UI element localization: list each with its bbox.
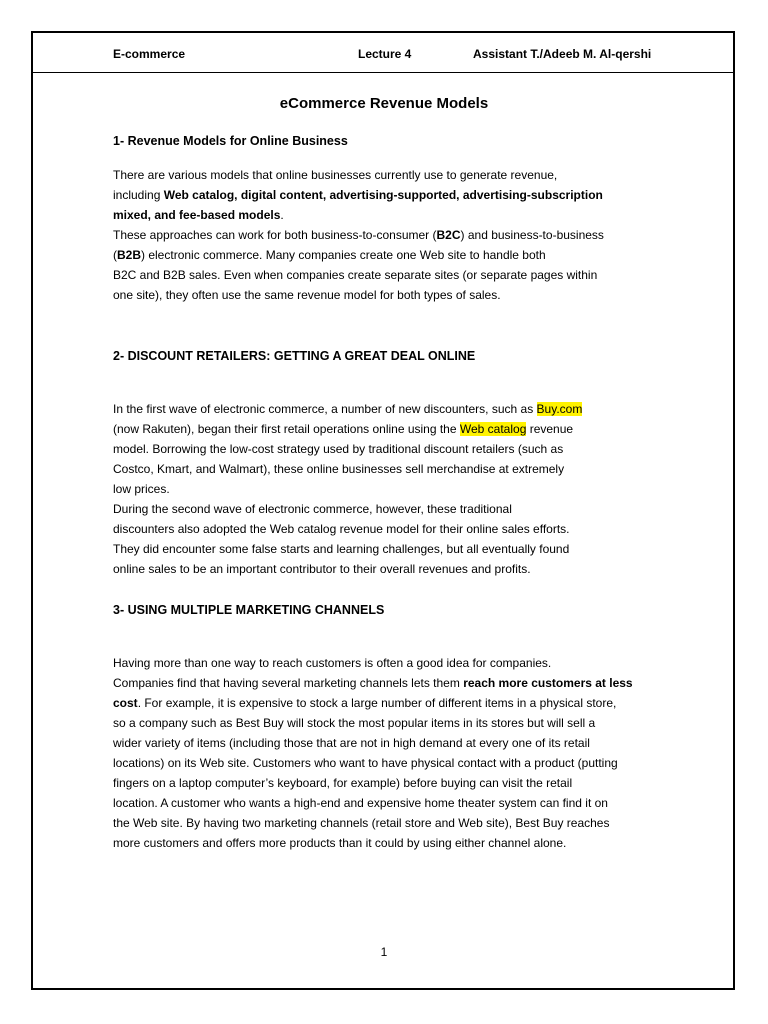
paragraph-line: low prices. xyxy=(113,482,170,496)
paragraph-line: cost. For example, it is expensive to stock a large number of different items in a physical store, xyxy=(113,696,617,710)
paragraph-line: Companies find that having several marketing channels lets them reach more customers at less xyxy=(113,676,633,690)
paragraph-line: including Web catalog, digital content, advertising-supported, advertising-subscription xyxy=(113,188,603,202)
paragraph-line: locations) on its Web site. Customers who want to have physical contact with a product (putting xyxy=(113,756,618,770)
paragraph-line: the Web site. By having two marketing channels (retail store and Web site), Best Buy reaches xyxy=(113,816,610,830)
paragraph-line: one site), they often use the same revenue model for both types of sales. xyxy=(113,288,501,302)
paragraph-line: They did encounter some false starts and learning challenges, but all eventually found xyxy=(113,542,570,556)
paragraph-line: fingers on a laptop computer’s keyboard, for example) before buying can visit the retail xyxy=(113,776,573,790)
paragraph-line: These approaches can work for both business-to-consumer (B2C) and business-to-business xyxy=(113,228,604,242)
paragraph-line: location. A customer who wants a high-end and expensive home theater system can find it on xyxy=(113,796,608,810)
section-heading-2: 2- DISCOUNT RETAILERS: GETTING A GREAT DEAL ONLINE xyxy=(113,349,476,363)
section-heading-3: 3- USING MULTIPLE MARKETING CHANNELS xyxy=(113,603,385,617)
paragraph-line: wider variety of items (including those that are not in high demand at every one of its retail xyxy=(113,736,590,750)
header-divider xyxy=(31,72,735,73)
section-heading-1: 1- Revenue Models for Online Business xyxy=(113,134,348,148)
paragraph-line: discounters also adopted the Web catalog revenue model for their online sales efforts. xyxy=(113,522,570,536)
highlight-buy-com: Buy.com xyxy=(536,402,583,416)
paragraph-line: mixed, and fee-based models. xyxy=(113,208,284,222)
page-number: 1 xyxy=(380,945,388,959)
paragraph-line: Having more than one way to reach customers is often a good idea for companies. xyxy=(113,656,552,670)
paragraph-line: online sales to be an important contributor to their overall revenues and profits. xyxy=(113,562,531,576)
paragraph-line: model. Borrowing the low-cost strategy used by traditional discount retailers (such as xyxy=(113,442,564,456)
header-author: Assistant T./Adeeb M. Al-qershi xyxy=(473,47,652,61)
paragraph-line: Costco, Kmart, and Walmart), these online businesses sell merchandise at extremely xyxy=(113,462,565,476)
paragraph-line: There are various models that online businesses currently use to generate revenue, xyxy=(113,168,558,182)
header-course: E-commerce xyxy=(113,47,186,61)
paragraph-line: more customers and offers more products than it could by using either channel alone. xyxy=(113,836,567,850)
header-lecture: Lecture 4 xyxy=(358,47,412,61)
highlight-web-catalog: Web catalog xyxy=(459,422,527,436)
paragraph-line: During the second wave of electronic commerce, however, these traditional xyxy=(113,502,512,516)
paragraph-line: (B2B) electronic commerce. Many companies create one Web site to handle both xyxy=(113,248,546,262)
document-title: eCommerce Revenue Models xyxy=(279,95,489,112)
paragraph-line: (now Rakuten), began their first retail operations online using the Web catalog revenue xyxy=(113,422,574,436)
paragraph-line: so a company such as Best Buy will stock the most popular items in its stores but will sell a xyxy=(113,716,596,730)
paragraph-line: B2C and B2B sales. Even when companies create separate sites (or separate pages within xyxy=(113,268,598,282)
paragraph-line: In the first wave of electronic commerce, a number of new discounters, such as Buy.com xyxy=(113,402,583,416)
